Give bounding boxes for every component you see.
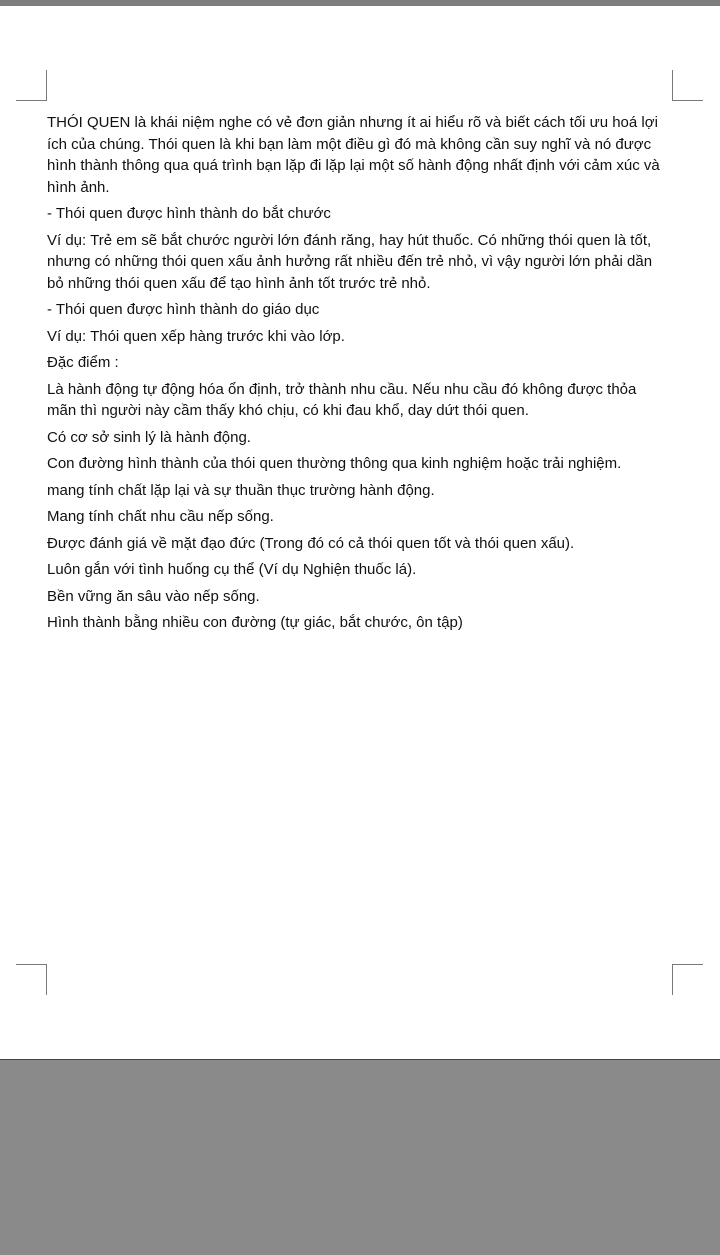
paragraph-intro: THÓI QUEN là khái niệm nghe có vẻ đơn giản nhưng ít ai hiểu rõ và biết cách tối ưu hoá lợi ích của chúng. Thói quen là khi bạn làm một điều gì đó mà không cần suy nghĩ và nó được hình thành thông qua quá trình bạn lặp đi lặp lại một số hành động nhất định với cảm xúc và hình ảnh. bbox=[47, 114, 660, 196]
paragraph-feature-7: Luôn gắn với tình huống cụ thể (Ví dụ Nghiện thuốc lá). bbox=[47, 561, 417, 578]
document-body[interactable] bbox=[47, 112, 669, 639]
paragraph-feature-8: Bền vững ăn sâu vào nếp sống. bbox=[47, 587, 260, 605]
workspace-background bbox=[0, 1060, 720, 1255]
paragraph-feature-1: Là hành động tự động hóa ổn định, trở thành nhu cầu. Nếu nhu cầu đó không được thỏa mãn thì người này cầm thấy khó chịu, có khi đau khổ, day dứt thói quen. bbox=[47, 380, 637, 419]
paragraph-imitation-heading: - Thói quen được hình thành do bắt chước bbox=[47, 205, 331, 222]
margin-mark-bottom-right bbox=[672, 964, 703, 995]
margin-mark-bottom-left bbox=[16, 964, 47, 995]
paragraph-feature-6: Được đánh giá về mặt đạo đức (Trong đó có cả thói quen tốt và thói quen xấu). bbox=[47, 534, 575, 552]
paragraph-feature-5: Mang tính chất nhu cầu nếp sống. bbox=[47, 508, 274, 525]
paragraph-feature-9: Hình thành bằng nhiều con đường (tự giác, bắt chước, ôn tập) bbox=[47, 614, 463, 631]
paragraph-feature-2: Có cơ sở sinh lý là hành động. bbox=[47, 428, 251, 446]
paragraph-feature-3: Con đường hình thành của thói quen thường thông qua kinh nghiệm hoặc trải nghiệm. bbox=[47, 455, 622, 472]
paragraph-features-heading: Đặc điểm : bbox=[47, 354, 119, 371]
paragraph-education-example: Ví dụ: Thói quen xếp hàng trước khi vào lớp. bbox=[47, 327, 345, 345]
margin-mark-top-right bbox=[672, 70, 703, 101]
paragraph-education-heading: - Thói quen được hình thành do giáo dục bbox=[47, 301, 320, 318]
document-page[interactable] bbox=[0, 6, 720, 1060]
paragraph-feature-4: mang tính chất lặp lại và sự thuần thục trường hành động. bbox=[47, 481, 435, 499]
margin-mark-top-left bbox=[16, 70, 47, 101]
paragraph-imitation-example: Ví dụ: Trẻ em sẽ bắt chước người lớn đánh răng, hay hút thuốc. Có những thói quen là tốt, nhưng có những thói quen xấu ảnh hưởng rất nhiều đến trẻ nhỏ, vì vậy người lớn phải dần bỏ những thói quen xấu để tạo hình ảnh tốt trước trẻ nhỏ. bbox=[47, 231, 653, 292]
